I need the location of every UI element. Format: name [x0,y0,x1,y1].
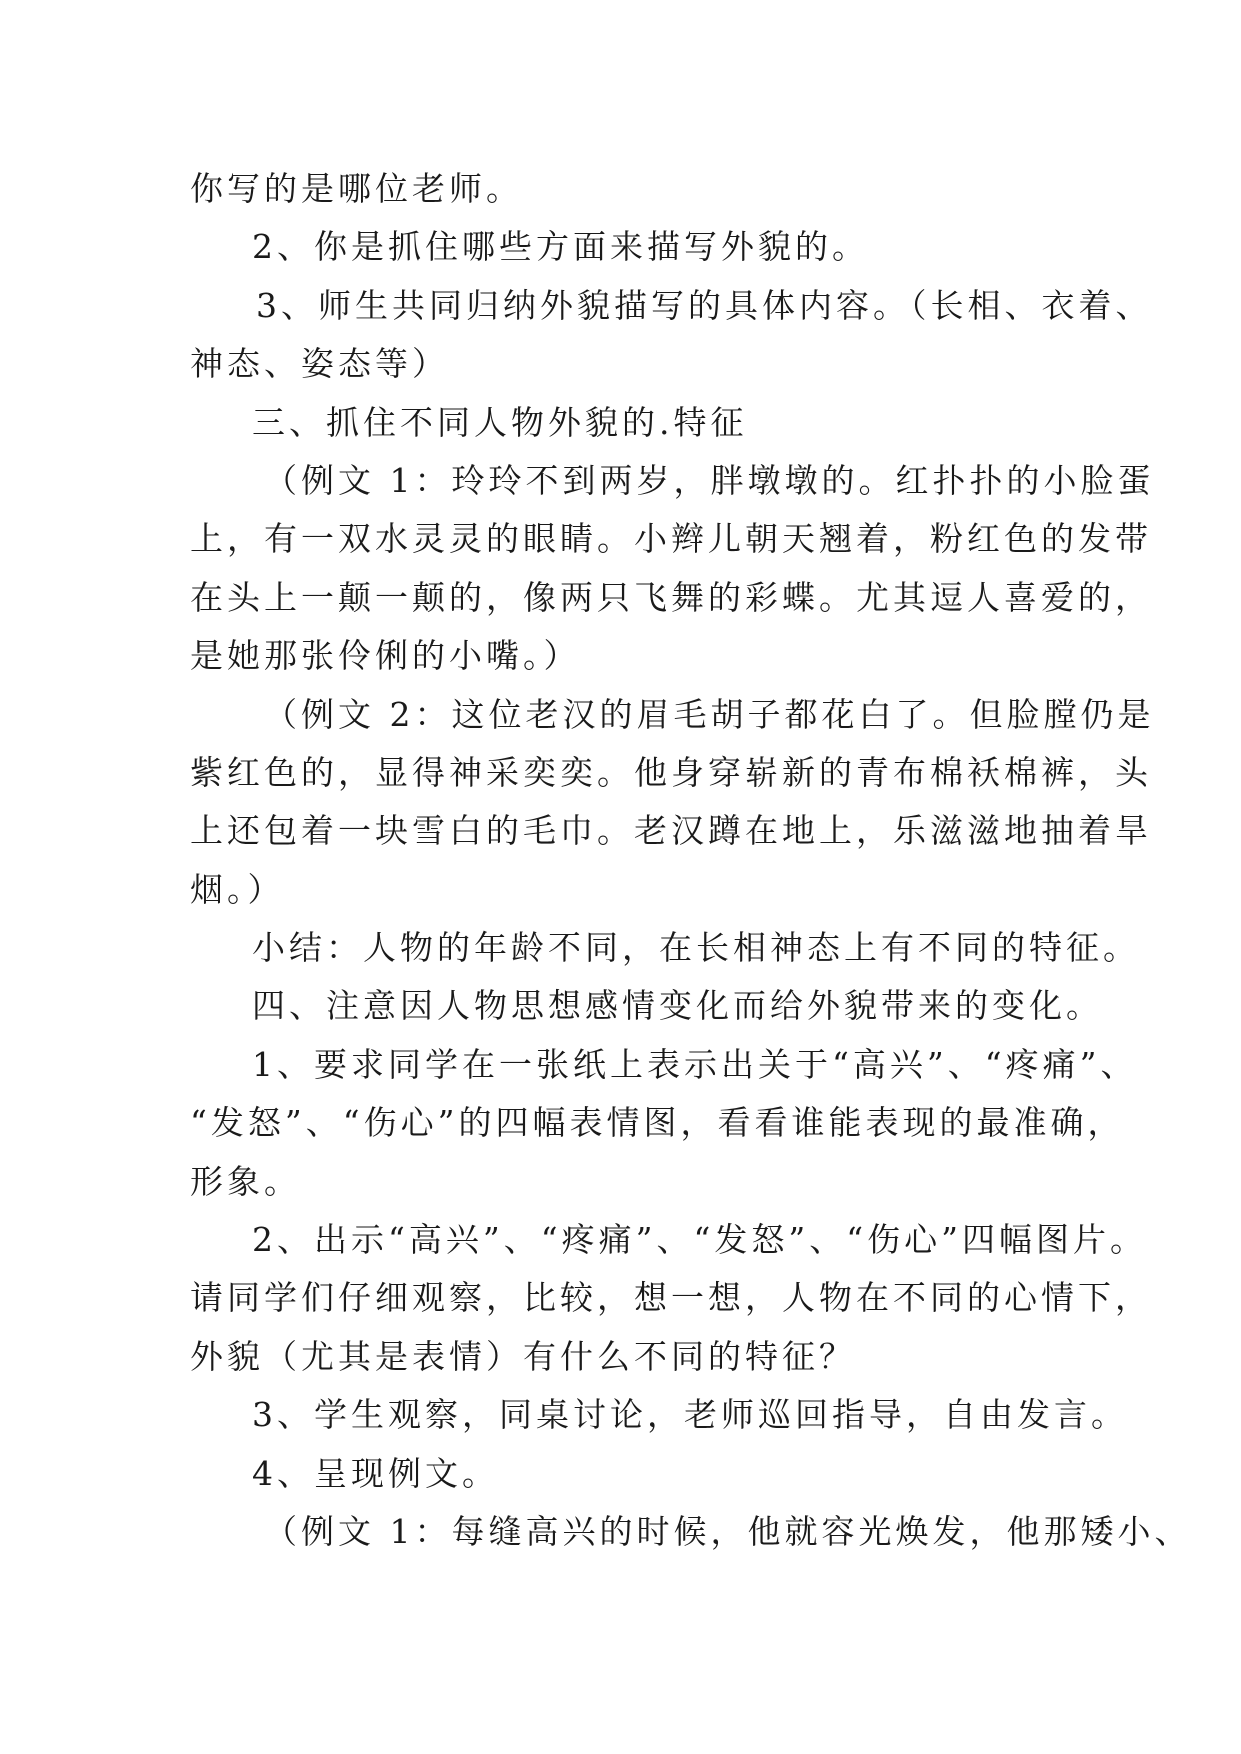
text-line-10: （例文 2：这位老汉的眉毛胡子都花白了。但脸膛仍是 [264,694,1155,734]
text-line-24: （例文 1：每缝高兴的时候，他就容光焕发，他那矮小、 [264,1511,1192,1551]
text-line-21: 外貌（尤其是表情）有什么不同的特征？ [190,1336,856,1376]
text-line-9: 是她那张伶俐的小嘴。） [190,636,581,676]
section-heading-3: 三、抓住不同人物外貌的.特征 [252,402,748,442]
document-page [190,160,1192,1561]
text-line-7: 上，有一双水灵灵的眼睛。小辫儿朝天翘着，粉红色的发带 [190,519,1152,559]
text-line-6: （例文 1：玲玲不到两岁，胖墩墩的。红扑扑的小脸蛋 [264,460,1155,500]
text-line-23: 4、呈现例文。 [252,1453,499,1493]
text-line-3: 3、师生共同归纳外貌描写的具体内容。（长相、衣着、 [256,285,1153,325]
text-line-4: 神态、姿态等） [190,344,449,384]
text-line-13: 烟。） [190,869,285,909]
text-line-8: 在头上一颠一颠的，像两只飞舞的彩蝶。尤其逗人喜爱的， [190,577,1152,617]
text-line-1: 你写的是哪位老师。 [190,169,523,208]
text-line-2: 2、你是抓住哪些方面来描写外貌的。 [252,227,869,267]
summary-line: 小结：人物的年龄不同，在长相神态上有不同的特征。 [252,928,1140,968]
text-line-22: 3、学生观察，同桌讨论，老师巡回指导，自由发言。 [252,1395,1128,1435]
text-line-18: 形象。 [190,1161,301,1201]
text-line-16: 1、要求同学在一张纸上表示出关于“高兴”、“疼痛”、 [252,1044,1138,1084]
text-line-20: 请同学们仔细观察，比较，想一想，人物在不同的心情下， [190,1278,1152,1318]
text-line-12: 上还包着一块雪白的毛巾。老汉蹲在地上，乐滋滋地抽着旱 [190,811,1152,851]
text-line-17: “发怒”、“伤心”的四幅表情图，看看谁能表现的最准确， [190,1103,1125,1143]
section-heading-4: 四、注意因人物思想感情变化而给外貌带来的变化。 [252,986,1103,1026]
text-line-19: 2、出示“高兴”、“疼痛”、“发怒”、“伤心”四幅图片。 [252,1220,1147,1260]
text-line-11: 紫红色的，显得神采奕奕。他身穿崭新的青布棉袄棉裤，头 [190,752,1152,792]
